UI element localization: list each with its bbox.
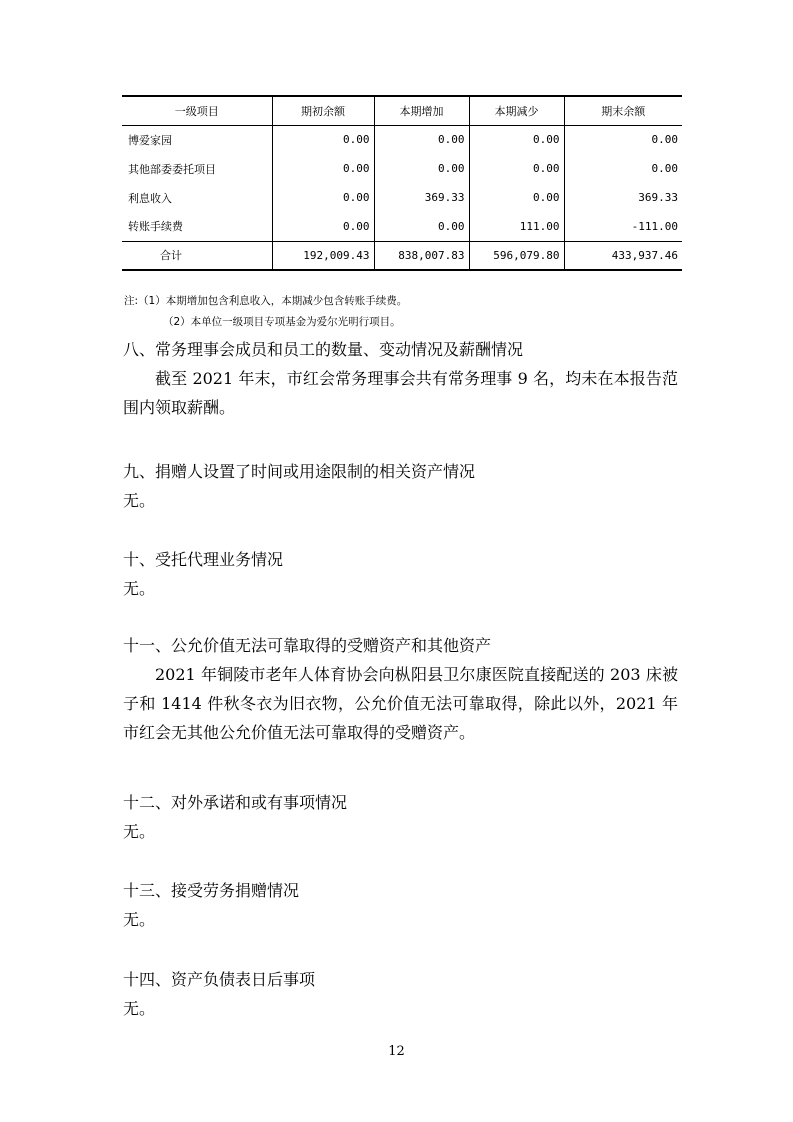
section-heading: 八、常务理事会成员和员工的数量、变动情况及薪酬情况 (123, 340, 524, 359)
section-heading: 十二、对外承诺和或有事项情况 (123, 793, 348, 812)
row-name: 利息收入 (128, 191, 172, 205)
header-increase: 本期增加 (374, 96, 469, 125)
section-11 (123, 631, 678, 747)
row-opening: 0.00 (272, 212, 374, 241)
row-opening: 0.00 (272, 125, 374, 154)
row-closing: 369.33 (564, 183, 682, 212)
row-opening: 0.00 (272, 154, 374, 183)
row-decrease: 111.00 (469, 212, 564, 241)
section-9 (123, 457, 678, 515)
section-12 (123, 788, 678, 846)
section-body: 无。 (123, 910, 156, 929)
row-decrease: 0.00 (469, 125, 564, 154)
header-opening: 期初余额 (272, 96, 374, 125)
section-13 (123, 876, 678, 934)
row-name: 转账手续费 (128, 220, 183, 234)
page-number: 12 (388, 1044, 405, 1059)
section-heading: 十三、接受劳务捐赠情况 (123, 881, 300, 900)
total-closing: 433,937.46 (564, 241, 682, 270)
section-heading: 十四、资产负债表日后事项 (123, 970, 316, 989)
section-body: 无。 (123, 822, 156, 841)
table-row (122, 212, 682, 241)
row-opening: 0.00 (272, 183, 374, 212)
section-body: 无。 (123, 999, 156, 1018)
section-body: 无。 (123, 491, 156, 510)
table-notes (124, 291, 407, 333)
section-14 (123, 965, 678, 1023)
row-decrease: 0.00 (469, 183, 564, 212)
note-1: 注:（1）本期增加包含利息收入，本期减少包含转账手续费。 (124, 295, 408, 307)
section-body: 截至 2021 年末，市红会常务理事会共有常务理事 9 名，均未在本报告范围内领取薪酬。 (123, 369, 678, 417)
row-increase: 0.00 (374, 125, 469, 154)
table-row (122, 183, 682, 212)
section-10 (123, 545, 678, 603)
section-heading: 十一、公允价值无法可靠取得的受赠资产和其他资产 (123, 636, 492, 655)
section-8 (123, 335, 678, 422)
row-increase: 369.33 (374, 183, 469, 212)
row-closing: 0.00 (564, 125, 682, 154)
note-2: （2）本单位一级项目专项基金为爱尔光明行项目。 (163, 316, 401, 328)
section-heading: 九、捐赠人设置了时间或用途限制的相关资产情况 (123, 462, 476, 481)
total-opening: 192,009.43 (272, 241, 374, 270)
special-fund-table (122, 95, 682, 271)
row-name: 其他部委委托项目 (128, 162, 216, 176)
table-row (122, 125, 682, 154)
table-header-row (122, 96, 682, 125)
header-closing: 期末余额 (564, 96, 682, 125)
row-decrease: 0.00 (469, 154, 564, 183)
table-total-row (122, 241, 682, 270)
section-body: 无。 (123, 579, 156, 598)
total-decrease: 596,079.80 (469, 241, 564, 270)
section-heading: 十、受托代理业务情况 (123, 550, 284, 569)
header-decrease: 本期减少 (469, 96, 564, 125)
header-project: 一级项目 (174, 104, 219, 118)
row-closing: -111.00 (564, 212, 682, 241)
row-increase: 0.00 (374, 212, 469, 241)
total-label: 合计 (160, 249, 182, 263)
section-body: 2021 年铜陵市老年人体育协会向枞阳县卫尔康医院直接配送的 203 床被子和 1414 件秋冬衣为旧衣物，公允价值无法可靠取得，除此以外，2021 年市红会无其他公允价值无法可靠取得的受赠资产。 (123, 665, 678, 742)
total-increase: 838,007.83 (374, 241, 469, 270)
row-closing: 0.00 (564, 154, 682, 183)
row-name: 博爱家园 (128, 133, 172, 147)
table-row (122, 154, 682, 183)
row-increase: 0.00 (374, 154, 469, 183)
